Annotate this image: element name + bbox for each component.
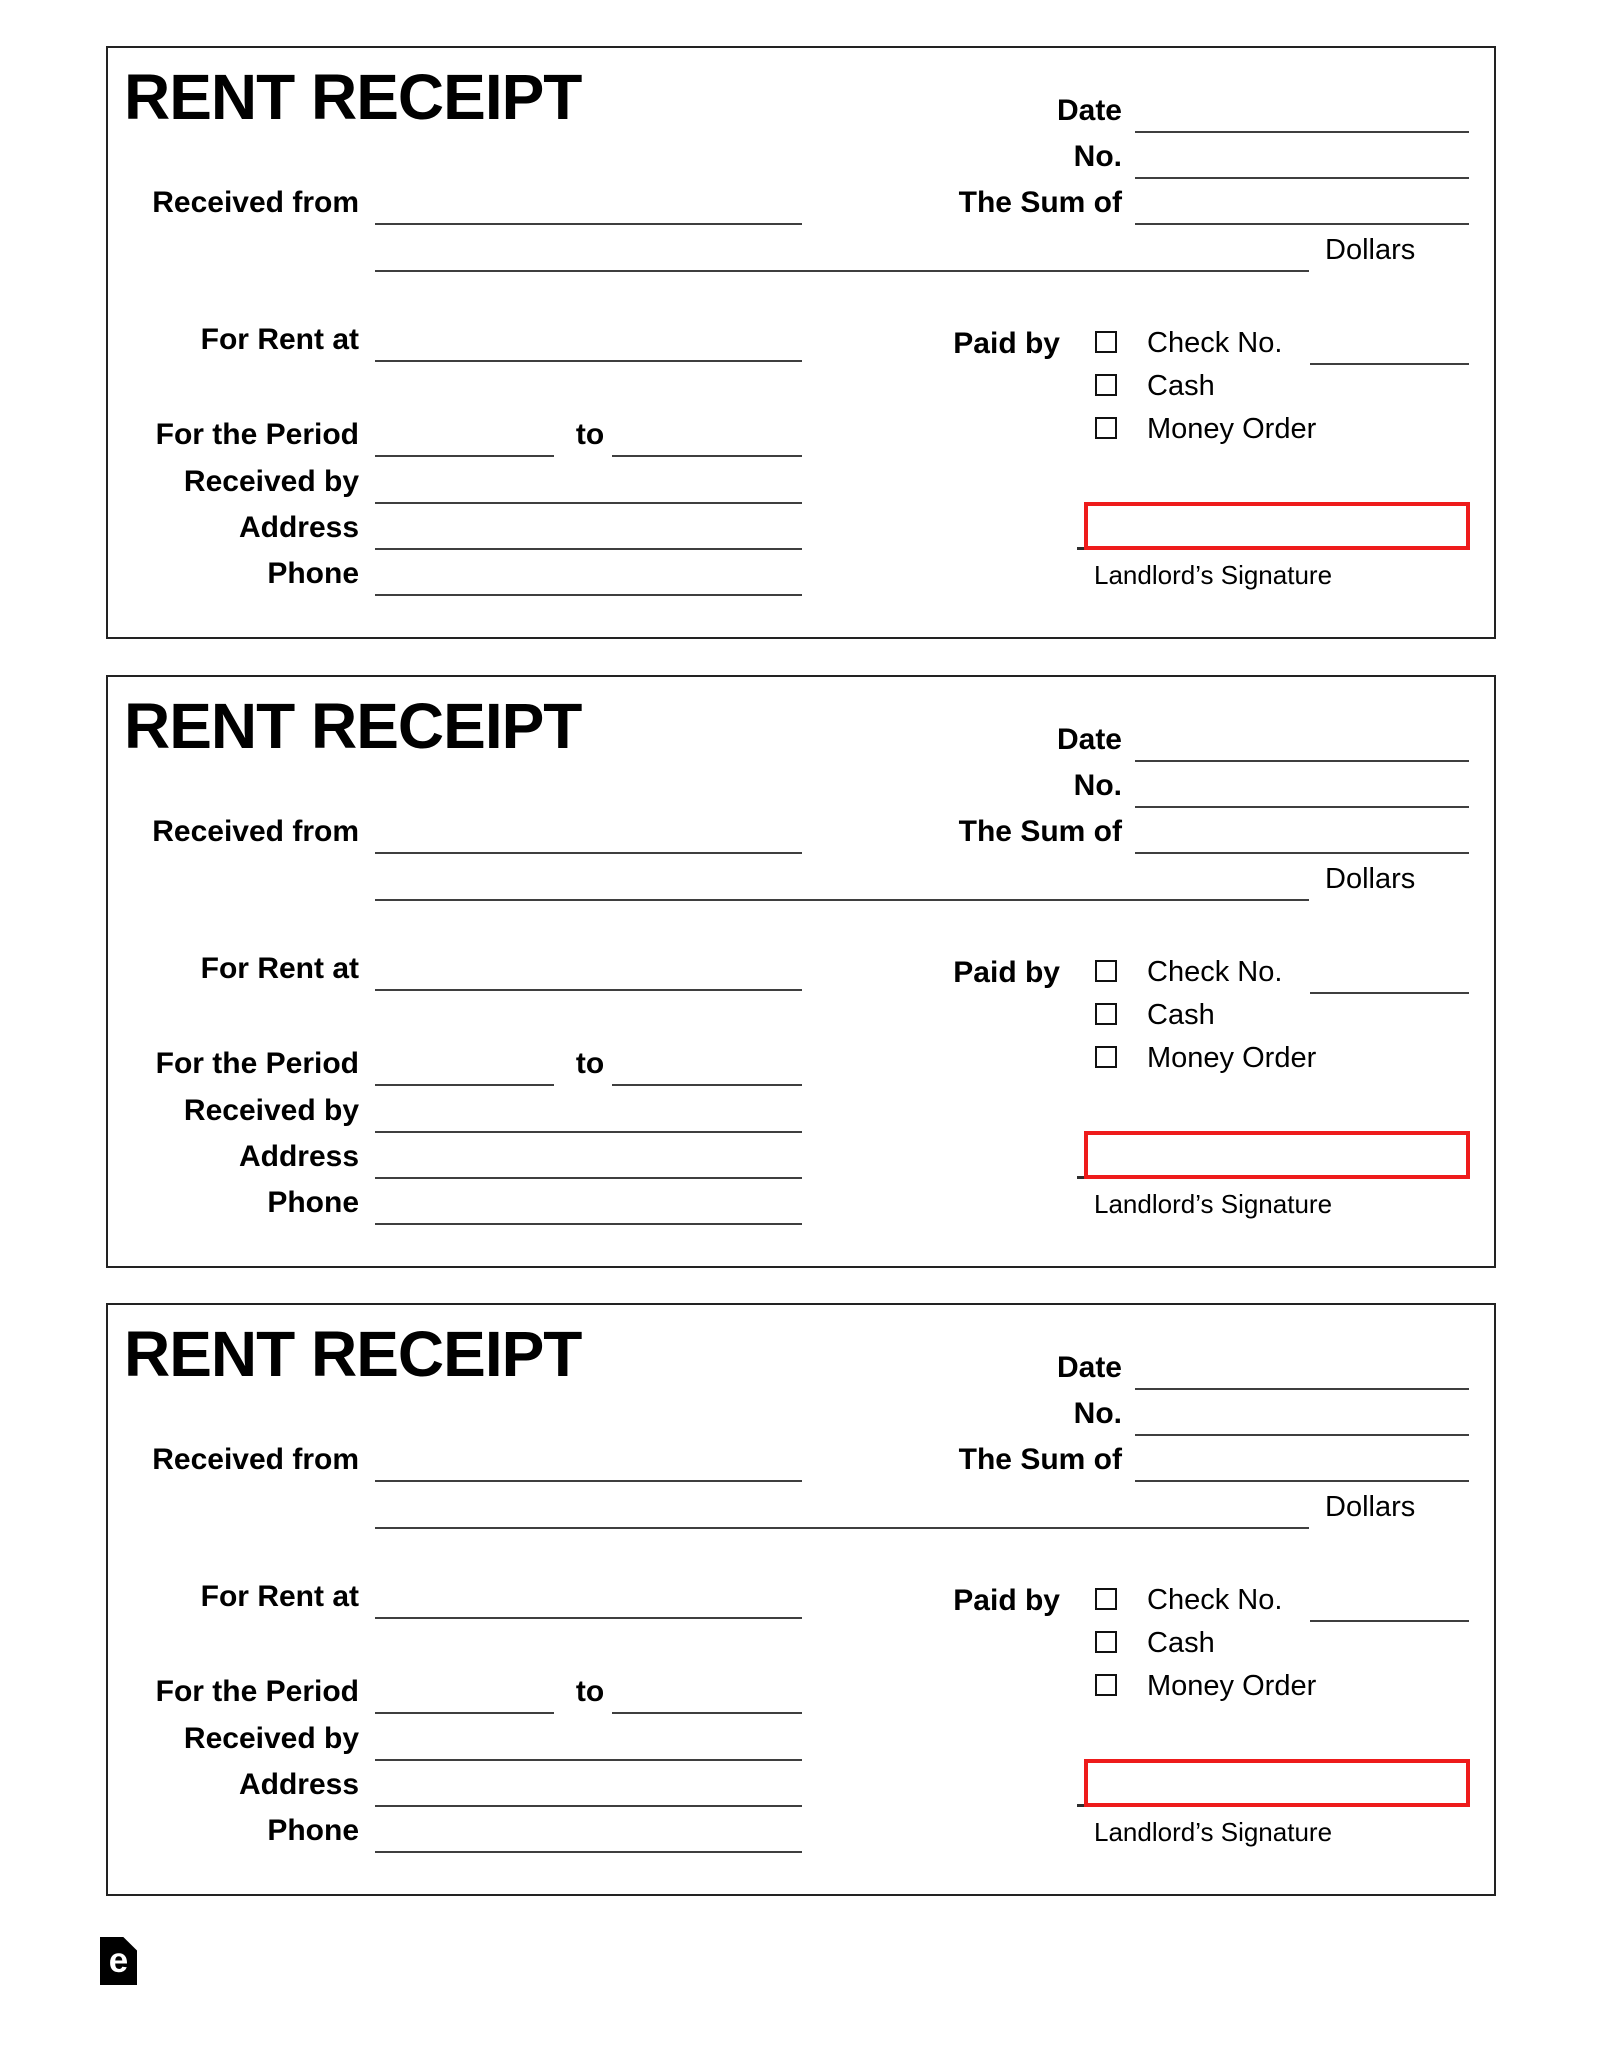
check-no-input-line[interactable] xyxy=(1310,992,1469,994)
received-from-input-line[interactable] xyxy=(375,1480,802,1482)
dollars-label: Dollars xyxy=(1325,1491,1416,1523)
landlord-signature-label: Landlord’s Signature xyxy=(1094,1189,1333,1219)
amount-in-words-input-line[interactable] xyxy=(375,270,1309,272)
received-by-input-line[interactable] xyxy=(375,1759,802,1761)
cash-checkbox[interactable] xyxy=(1095,1631,1117,1653)
address-label: Address xyxy=(238,511,359,544)
money-order-option-label: Money Order xyxy=(1147,413,1317,445)
for-rent-at-input-line[interactable] xyxy=(375,1617,802,1619)
cash-checkbox[interactable] xyxy=(1095,374,1117,396)
for-the-period-label: For the Period xyxy=(155,1675,359,1708)
address-label: Address xyxy=(238,1768,359,1801)
period-to-input-line[interactable] xyxy=(612,1084,802,1086)
landlord-signature-field[interactable] xyxy=(1084,1759,1470,1807)
period-to-label: to xyxy=(575,1047,605,1080)
phone-input-line[interactable] xyxy=(375,594,802,596)
address-input-line[interactable] xyxy=(375,1805,802,1807)
paid-by-label: Paid by xyxy=(953,327,1060,360)
sum-input-line[interactable] xyxy=(1135,1480,1469,1482)
received-from-label: Received from xyxy=(152,1443,359,1476)
address-label: Address xyxy=(238,1140,359,1173)
cash-option-label: Cash xyxy=(1147,999,1215,1031)
address-input-line[interactable] xyxy=(375,1177,802,1179)
received-by-label: Received by xyxy=(183,1722,359,1755)
for-rent-at-input-line[interactable] xyxy=(375,989,802,991)
receipt-title: RENT RECEIPT xyxy=(124,1318,582,1390)
date-input-line[interactable] xyxy=(1135,760,1469,762)
amount-in-words-input-line[interactable] xyxy=(375,1527,1309,1529)
phone-input-line[interactable] xyxy=(375,1223,802,1225)
period-to-label: to xyxy=(575,1675,605,1708)
period-to-input-line[interactable] xyxy=(612,455,802,457)
check-no-input-line[interactable] xyxy=(1310,1620,1469,1622)
rent-receipt-card xyxy=(106,46,1496,639)
money-order-checkbox[interactable] xyxy=(1095,1046,1117,1068)
check-no-input-line[interactable] xyxy=(1310,363,1469,365)
for-rent-at-input-line[interactable] xyxy=(375,360,802,362)
paid-by-label: Paid by xyxy=(953,956,1060,989)
money-order-checkbox[interactable] xyxy=(1095,1674,1117,1696)
phone-input-line[interactable] xyxy=(375,1851,802,1853)
sum-input-line[interactable] xyxy=(1135,223,1469,225)
for-rent-at-label: For Rent at xyxy=(200,952,359,985)
check-no-checkbox[interactable] xyxy=(1095,960,1117,982)
date-label: Date xyxy=(1056,1351,1122,1384)
for-the-period-label: For the Period xyxy=(155,1047,359,1080)
cash-option-label: Cash xyxy=(1147,1627,1215,1659)
received-from-label: Received from xyxy=(152,186,359,219)
for-rent-at-label: For Rent at xyxy=(200,323,359,356)
received-from-label: Received from xyxy=(152,815,359,848)
rent-receipt-card xyxy=(106,675,1496,1268)
date-input-line[interactable] xyxy=(1135,131,1469,133)
sum-input-line[interactable] xyxy=(1135,852,1469,854)
period-to-input-line[interactable] xyxy=(612,1712,802,1714)
phone-label: Phone xyxy=(267,1186,359,1219)
phone-label: Phone xyxy=(267,1814,359,1847)
sum-label: The Sum of xyxy=(958,1443,1122,1476)
amount-in-words-input-line[interactable] xyxy=(375,899,1309,901)
receipt-number-input-line[interactable] xyxy=(1135,1434,1469,1436)
sum-label: The Sum of xyxy=(958,815,1122,848)
check-no-checkbox[interactable] xyxy=(1095,1588,1117,1610)
check-no-option-label: Check No. xyxy=(1147,327,1283,359)
dollars-label: Dollars xyxy=(1325,234,1416,266)
phone-label: Phone xyxy=(267,557,359,590)
received-from-input-line[interactable] xyxy=(375,852,802,854)
for-the-period-label: For the Period xyxy=(155,418,359,451)
receipt-number-label: No. xyxy=(1073,1397,1122,1430)
period-from-input-line[interactable] xyxy=(375,455,554,457)
money-order-checkbox[interactable] xyxy=(1095,417,1117,439)
received-from-input-line[interactable] xyxy=(375,223,802,225)
received-by-label: Received by xyxy=(183,465,359,498)
received-by-label: Received by xyxy=(183,1094,359,1127)
receipt-number-label: No. xyxy=(1073,769,1122,802)
rent-receipt-card xyxy=(106,1303,1496,1896)
period-to-label: to xyxy=(575,418,605,451)
receipt-number-label: No. xyxy=(1073,140,1122,173)
date-label: Date xyxy=(1056,723,1122,756)
received-by-input-line[interactable] xyxy=(375,502,802,504)
sum-label: The Sum of xyxy=(958,186,1122,219)
period-from-input-line[interactable] xyxy=(375,1712,554,1714)
landlord-signature-label: Landlord’s Signature xyxy=(1094,1817,1333,1847)
date-label: Date xyxy=(1056,94,1122,127)
address-input-line[interactable] xyxy=(375,548,802,550)
received-by-input-line[interactable] xyxy=(375,1131,802,1133)
check-no-checkbox[interactable] xyxy=(1095,331,1117,353)
landlord-signature-field[interactable] xyxy=(1084,1131,1470,1179)
logo-letter: e xyxy=(108,1941,129,1980)
cash-option-label: Cash xyxy=(1147,370,1215,402)
eforms-logo-icon xyxy=(100,1937,137,1985)
check-no-option-label: Check No. xyxy=(1147,1584,1283,1616)
receipt-number-input-line[interactable] xyxy=(1135,177,1469,179)
cash-checkbox[interactable] xyxy=(1095,1003,1117,1025)
period-from-input-line[interactable] xyxy=(375,1084,554,1086)
landlord-signature-label: Landlord’s Signature xyxy=(1094,560,1333,590)
money-order-option-label: Money Order xyxy=(1147,1042,1317,1074)
check-no-option-label: Check No. xyxy=(1147,956,1283,988)
receipt-number-input-line[interactable] xyxy=(1135,806,1469,808)
receipt-title: RENT RECEIPT xyxy=(124,61,582,133)
money-order-option-label: Money Order xyxy=(1147,1670,1317,1702)
date-input-line[interactable] xyxy=(1135,1388,1469,1390)
for-rent-at-label: For Rent at xyxy=(200,1580,359,1613)
dollars-label: Dollars xyxy=(1325,863,1416,895)
receipt-title: RENT RECEIPT xyxy=(124,690,582,762)
landlord-signature-field[interactable] xyxy=(1084,502,1470,550)
paid-by-label: Paid by xyxy=(953,1584,1060,1617)
